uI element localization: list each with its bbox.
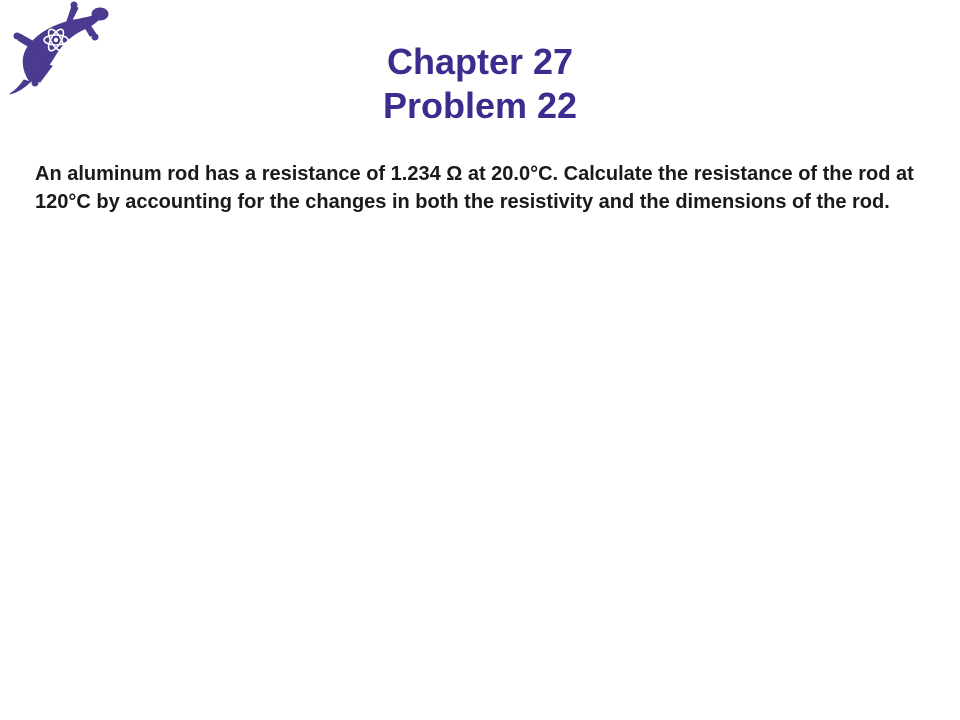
slide-title: [0, 40, 960, 128]
problem-title: Problem 22: [382, 85, 578, 126]
chapter-title: Chapter 27: [386, 41, 574, 82]
problem-statement: An aluminum rod has a resistance of 1.234 Ω at 20.0°C. Calculate the resistance of the rod at 120°C by accounting for the changes in both the resistivity and the dimensions of the rod.: [35, 163, 914, 213]
